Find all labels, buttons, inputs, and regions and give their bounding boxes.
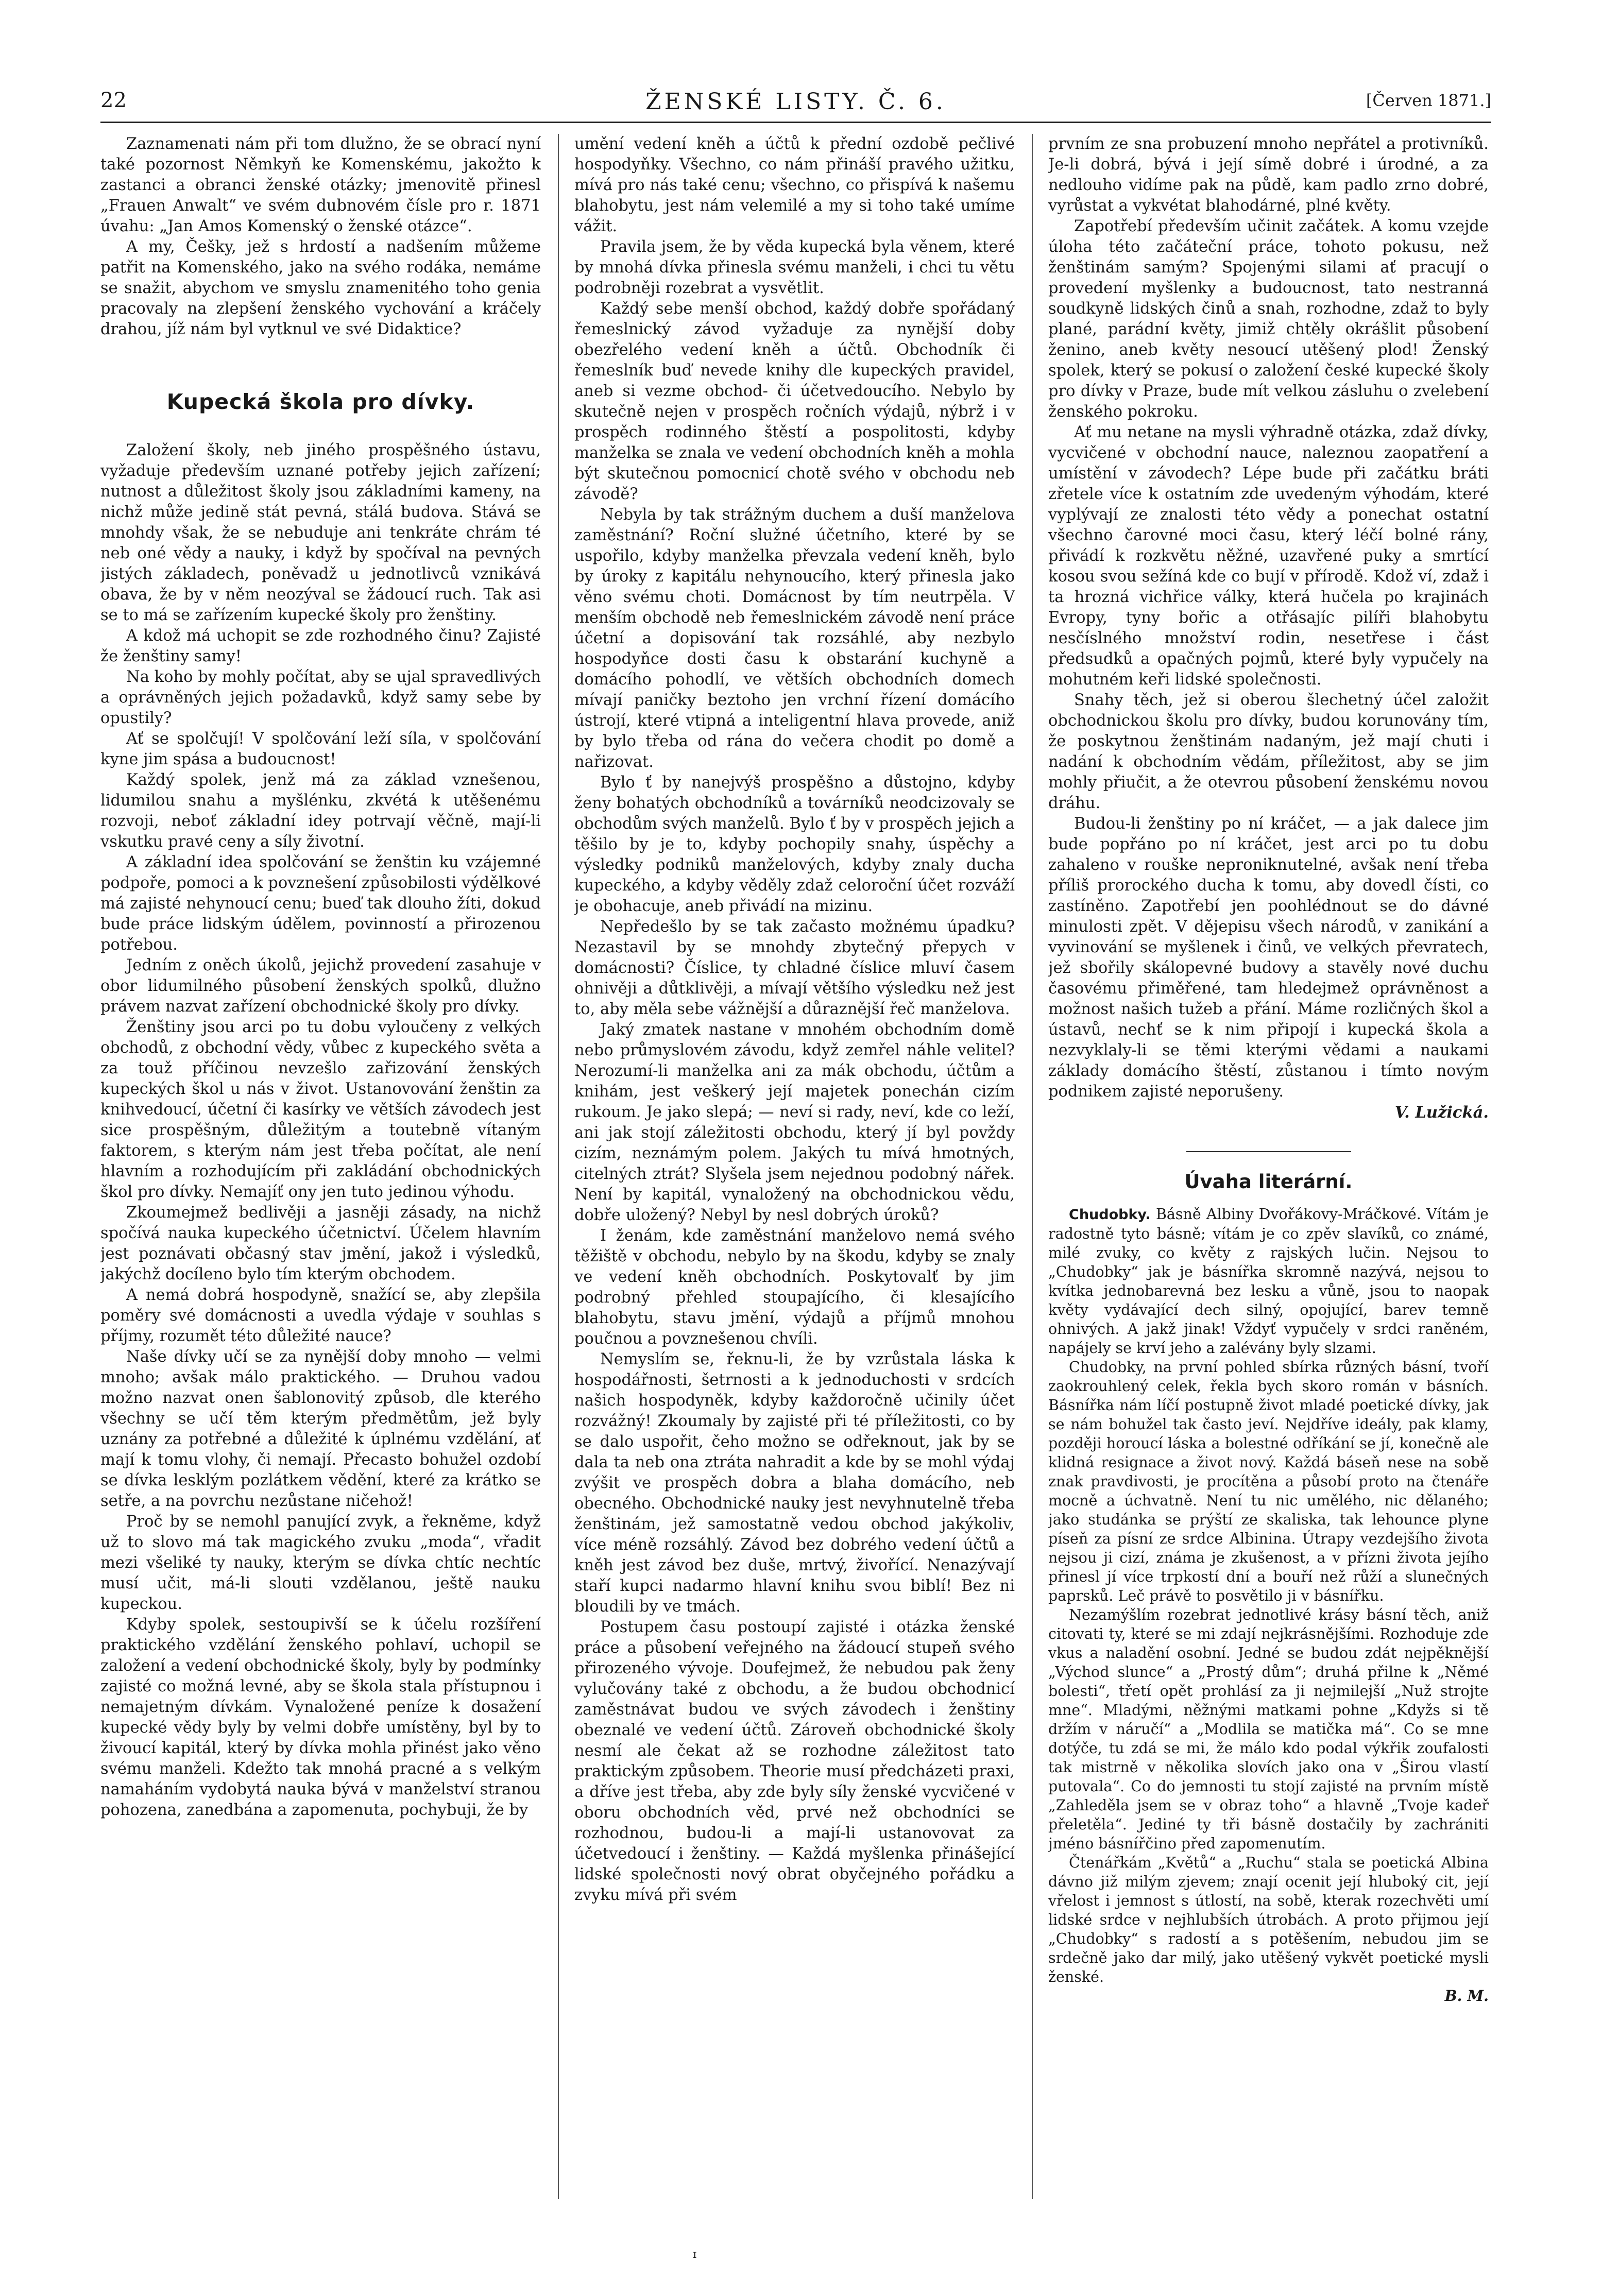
page-number: 22 xyxy=(100,89,127,112)
paragraph: Chudobky, na první pohled sbírka různých básní, tvoří zaokrouhlený celek, řekla bych skoro román v básních. Básnířka nám líčí postupně život mladé poetické dívky, jak se nám bohužel tak často jeví. Nejdříve ideály, pak klamy, později horoucí láska a bolestné odříkání se jí, konečně ale klidná resignace a život nový. Každá báseň nese na sobě znak pravdivosti, je procítěna a působí proto na čtenáře mocně a úchvatně. Není tu nic umělého, nic dělaného; jako studánka se prýští ze skaliska, tak lehounce plyne píseň za písní ze srdce Albinina. Útrapy vezdejšího života nejsou ji cizí, známa je zkušenost, a v přízni života jejího přinesl jí více trpkostí dní a bouří než růží a slunečných paprsků. Leč právě to posvětilo ji v básnířku. xyxy=(1048,1359,1489,1604)
paragraph xyxy=(1048,1205,1489,1358)
newspaper-page xyxy=(100,77,1491,2215)
page-header xyxy=(100,77,1491,118)
article-heading: Kupecká škola pro dívky. xyxy=(166,389,475,414)
review-heading: Úvaha literární. xyxy=(1184,1171,1353,1193)
paragraph: A nemá dobrá hospodyně, snažící se, aby zlepšila poměry své domácnosti a uvedla výdaje v souhlas s příjmy, rozumět této důležité nauce? xyxy=(100,1286,541,1345)
paragraph: Každý spolek, jenž má za základ vznešenou, lidumilou snahu a myšlénku, zkvétá k utěšenému rozvoji, neboť základní idey potrvají věčně, mají-li vskutku pravé ceny a síly životní. xyxy=(100,771,541,851)
column-1 xyxy=(100,134,541,2220)
footer-mark: ɪ xyxy=(693,2248,697,2261)
review-lead: Chudobky. xyxy=(1069,1207,1151,1223)
journal-title: ŽENSKÉ LISTY. Č. 6. xyxy=(645,89,946,115)
paragraph: I ženám, kde zaměstnání manželovo nemá svého těžiště v obchodu, nebylo by na škodu, kdyby se znaly ve vedení kněh obchodních. Poskytovalť by jim podrobný přehled stoupajícího, či klesajícího blahobytu, stavu jmění, výdajů a příjmů mnohou poučnou a povznešenou chvíli. xyxy=(574,1227,1015,1348)
paragraph: prvním ze sna probuzení mnoho nepřátel a protivníků. Je-li dobrá, bývá i její símě dobré i úrodné, a za nedlouho vidíme pak na půdě, kam padlo zrno dobré, vyrůstat a vykvétat blahodárné, plné květy. xyxy=(1048,135,1489,215)
paragraph: Zkoumejmež bedlivěji a jasněji zásady, na nichž spočívá nauka kupeckého účetnictví. Účelem hlavním jest poznávati občasný stav jmění, jakož i výsledků, jakýchž docíleno bylo tím kterým obchodem. xyxy=(100,1204,541,1283)
paragraph: Postupem času postoupí zajisté i otázka ženské práce a působení veřejného na žádoucí stupeň svého přirozeného vývoje. Doufejmež, že nebudou pak ženy vylučovány také z obchodu, a že budou obchodnicí zaměstnávat budou ve svých závodech i ženštiny obeznalé ve vedení účtů. Zároveň obchodnické školy nesmí ale čekat až se rozhodne záležitost tato praktickým způsobem. Theorie musí předcházeti praxi, a dříve jest třeba, aby zde byly síly ženské vycvičené v oboru obchodních věd, prvé než obchodníci se rozhodnou, budou-li a mají-li ustanovovat za účetvedoucí i ženštiny. — Každá myšlenka přinášející lidské společnosti nový obrat obyčejného pořádku a zvyku mívá při svém xyxy=(574,1618,1015,1904)
paragraph: Čtenářkám „Květů“ a „Ruchu“ stala se poetická Albina dávno již milým zjevem; znají ocenit její hluboký cit, její vřelost i jemnost s útlostí, na sobě, kterak rozechvěti umí lidské srdce v nejhlubších útrobách. A proto přijmou její „Chudobky“ s radostí a s potěšením, nebudou jim se srdečně jako dar milý, jako utěšený vykvět poetické mysli ženské. xyxy=(1048,1854,1489,1985)
paragraph: Nebyla by tak strážným duchem a duší manželova zaměstnání? Roční služné účetního, které by se uspořilo, kdyby manželka převzala vedení kněh, bylo by úroky z kapitálu nehynoucího, který přinesla jako věno svému choti. Domácnost by tím neutrpěla. V menším obchodě neb řemeslnickém závodě není práce účetní a dopisování tak rozsáhlé, aby nezbylo hospodyňce dosti času k obstarání kuchyně a domácího pohodlí, ve větších obchodních domech mívají paničky beztoho jen vrchní řízení domácího ústrojí, které vtipná a inteligentní hlava provede, aniž by bylo třeba od rána do večera chodit po domě a nařizovat. xyxy=(574,506,1015,771)
paragraph: Naše dívky učí se za nynější doby mnoho — velmi mnoho; avšak málo praktického. — Druhou vadou možno nazvat onen šablonovitý způsob, dle kterého všechny se učí těm kterým předmětům, jež byly uznány za potřebné a důležité k úplnému vzdělání, ať mají k tomu vlohy, či nemají. Přecasto bohužel ozdobí se dívka lesklým pozlátkem vědění, které za krátko se setře, a na povrchu nezůstane ničehož! xyxy=(100,1348,541,1510)
paragraph: Kdyby spolek, sestoupivší se k účelu rozšíření praktického vzdělání ženského pohlaví, uchopil se založení a vedení obchodnické školy, byly by podmínky zajisté co možná levné, aby se škola stala přístupnou i nemajetným dívkám. Vynaložené peníze k dosažení kupecké vědy byly by velmi dobře umístěny, byl by to živoucí kapitál, který by dívka mohla přinést jako věno svému manželi. Kdežto tak mnohá pracné a s velkým namaháním vydobytá nauka bývá v manželství stranou pohozena, zanedbána a zapomenuta, pochybuji, že by xyxy=(100,1616,541,1819)
paragraph: A my, Češky, jež s hrdostí a nadšením můžeme patřit na Komenského, jako na svého rodáka, nemáme se snažit, abychom ve smyslu znamenitého toho genia pracovaly na zlepšení ženského vychování a kráčely drahou, jíž nám byl vytknul ve své Didaktice? xyxy=(100,238,541,338)
paragraph: A základní idea spolčování se ženštin ku vzájemné podpoře, pomoci a k povznešení způsobilosti výdělkové má zajisté nehynoucí cenu; bueď tak dlouho žíti, dokud bude práce lidským údělem, povinností a přirozenou potřebou. xyxy=(100,853,541,954)
issue-date: [Červen 1871.] xyxy=(1366,91,1491,110)
column-3 xyxy=(1048,134,1489,2220)
paragraph: Jaký zmatek nastane v mnohém obchodním domě nebo průmyslovém závodu, když zemřel náhle velitel? Nerozumí-li manželka ani za mák obchodu, účtům a knihám, jest veškerý její majetek ponechán cizím rukoum. Je jako slepá; — neví si rady, neví, kde co leží, ani jak stojí záležitosti obchodu, který jí byl povždy cizím, neznámým polem. Jakých tu mívá hmotných, citelných ztrát? Slyšela jsem nejednou podobný nářek. Není by kapitál, vynaložený na obchodnickou vědu, dobře uložený? Nebyl by nesl dobrých úroků? xyxy=(574,1021,1015,1224)
paragraph: Každý sebe menší obchod, každý dobře spořádaný řemeslnický závod vyžaduje za nynější doby obezřelého vedení kněh a účtů. Obchodník či řemeslník buď nevede knihy dle kupeckých pravidel, aneb si vezme obchod- či účetvedoucího. Nebylo by skutečně nejen v prospěch ročních výdajů, nýbrž i v prospěch rodinného štěstí a pospolitosti, kdyby manželka se znala ve vedení obchodních kněh a mohla být skutečnou pomocnicí chotě svého v obchodu neb závodě? xyxy=(574,300,1015,503)
paragraph: Proč by se nemohl panující zvyk, a řekněme, když už to slovo má tak magického zvuku „moda“, vřadit mezi všeliké ty nauky, kterým se dívka chtíc nechtíc musí učit, má-li slouti vzdělanou, ještě nauku kupeckou. xyxy=(100,1513,541,1613)
paragraph: Zapotřebí především učinit začátek. A komu vzejde úloha této začáteční práce, tohoto pokusu, než ženštinám samým? Spojenými silami ať pracují o provedení myšlenky a budoucnost, tato nestranná soudkyně lidských činů a snah, rozhodne, zdaž to byly plané, parádní květy, jimiž chtěly okrášlit působení ženino, aneb květy nesoucí utěšený plod! Ženský spolek, který se pokusí o založení české kupecké školy pro dívky v Praze, bude mít velkou zásluhu o zvelebení ženského pokroku. xyxy=(1048,217,1489,421)
paragraph: Ať mu netane na mysli výhradně otázka, zdaž dívky, vycvičené v obchodní nauce, naleznou zaopatření a umístění v závodech? Lépe bude při začátku bráti zřetele více k ostatním zde uvedeným výhodám, které vyplývají ze znalosti této vědy a ponechat ostatní všechno čarovné moci času, který léčí bolné rány, přivádí k rozkvětu něžné, uzavřené puky a smrtící kosou svou sežíná kde co bují v přírodě. Kdož ví, zdaž i ta hrozná vichřice války, která hučela po krajinách Evropy, tyny bořic a otřásajíc pilíři blahobytu nesčíslného množství rodin, nesetřese i část předsudků a opačných pojmů, které byly vypučely na mohutném keři lidské společnosti. xyxy=(1048,423,1489,689)
paragraph: Jedním z oněch úkolů, jejichž provedení zasahuje v obor lidumilného působení ženských spolků, dlužno právem nazvat zařízení obchodnické školy pro dívky. xyxy=(100,956,541,1016)
review-text: Básně Albiny Dvořákovy-Mráčkové. Vítám je radostně tyto básně; vítám je co zpěv slavíků, co známé, milé zvuky, co květy z rajských lučin. Nejsou to „Chudobky“ jak je básnířka skromně nazývá, nejsou to kvítka jednobarevná bez lesku a vůně, jsou to naopak květy vydávající dech silný, opojující, barev temně ohnivých. A jakž jinak! Vždyť vypučely v srdci raněném, napájely se krví jeho a zalévány byly slzami. xyxy=(1048,1206,1489,1357)
paragraph: Budou-li ženštiny po ní kráčet, — a jak dalece jim bude popřáno po ní kráčet, jest arci po tu dobu zahaleno v rouške neproniknutelné, avšak není třeba příliš prorockého ducha k tomu, aby dovedl čísti, co zastíněno. Zapotřebí jen poohlédnout se do dávné minulosti zpět. V dějepisu všech národů, v zanikání a vyvinování se myšlenek i činů, ve velkých převratech, jež sbořily skálopevné budovy a stavěly nové duchu časovému přiměřené, tam hledejmež oprávněnost a možnost našich tužeb a přání. Máme rozličných škol a ústavů, nechť se k nim připojí i kupecká škola a nezvyklaly-li se těmi kterými vědami a naukami základy domácího štěstí, zůstanou i tímto novým podnikem zajisté neporušeny. xyxy=(1048,815,1489,1101)
paragraph: umění vedení kněh a účtů k přední ozdobě pečlivé hospodyňky. Všechno, co nám přináší pravého užitku, mívá pro nás také cenu; všechno, co přispívá k našemu blahobytu, jest nám velemilé a my si toho také umíme vážit. xyxy=(574,135,1015,235)
literary-review xyxy=(1048,1205,1489,2006)
author-signature: V. Lužická. xyxy=(1394,1103,1489,1122)
section-divider xyxy=(1186,1151,1351,1152)
paragraph: Založení školy, neb jiného prospěšného ústavu, vyžaduje především uznané potřeby jejich zařízení; nutnost a důležitost školy jsou základními kameny, na nichž může jedině stát pevná, stálá budova. Stává se mnohdy však, že se nebuduje ani tenkráte chrám té neb oné vědy a nauky, i když by spočíval na pevných jistých základech, poněvadž u jednotlivců vznikává obava, že by v něm neozýval se žádoucí ruch. Tak asi se to má se zařízením kupecké školy pro ženštiny. xyxy=(100,441,541,624)
paragraph: Ženštiny jsou arci po tu dobu vyloučeny z velkých obchodů, z obchodní vědy, vůbec z kupeckého světa a za touž příčinou nevzešlo zařizování ženských kupeckých škol u nás v život. Ustanovování ženštin za knihvedoucí, účetní či kasírky ve větších závodech jest sice prospěšným, důležitým a toutebně vítaným faktorem, s kterým nám jest třeba počítat, ale není hlavním a rozhodujícím při zakládání obchodnických škol pro dívky. Nemajíť ony jen tuto jedinou výhodu. xyxy=(100,1018,541,1201)
reviewer-signature: B. M. xyxy=(1444,1987,1489,2004)
column-divider xyxy=(558,134,559,2199)
paragraph: Nemyslím se, řeknu-li, že by vzrůstala láska k hospodářnosti, šetrnosti a k jednoduchosti v srdcích našich hospodyněk, kdyby každoročně učinily účet rozvážný! Zkoumaly by zajisté při té příležitosti, co by se dalo uspořit, čeho možno se odřeknout, jak by se dala ta neb ona ztráta nahradit a kde by se mohl výdaj zvýšit ve prospěch dobra a blaha domácího, neb obecného. Obchodnické nauky jest nevyhnutelně třeba ženštinám, jež samostatně vedou obchod jakýkoliv, více méně rozsáhlý. Závod bez dobrého vedení účtů a kněh jest závod bez duše, mrtvý, živořící. Nenazývají staří kupci nadarmo hlavní knihu svou biblí! Bez ni bloudili by ve tmách. xyxy=(574,1350,1015,1616)
column-2 xyxy=(574,134,1015,2220)
paragraph: Na koho by mohly počítat, aby se ujal spravedlivých a oprávněných jejich požadavků, když samy sebe by opustily? xyxy=(100,668,541,727)
paragraph: A kdož má uchopit se zde rozhodného činu? Zajisté že ženštiny samy! xyxy=(100,627,541,665)
paragraph: Snahy těch, jež si oberou šlechetný účel založit obchodnickou školu pro dívky, budou korunovány tím, že poskytnou ženštinám nadaným, jež mají chuti i nadání k obchodním vědám, příležitost, aby se jim mohly přiučit, a že otevrou působení ženskému novou dráhu. xyxy=(1048,691,1489,812)
header-rule xyxy=(100,122,1491,123)
column-divider xyxy=(1032,134,1033,2199)
paragraph: Zaznamenati nám při tom dlužno, že se obrací nyní také pozornost Němkyň ke Komenskému, jakožto k zastanci a obranci ženské otázky; jmenovitě přinesl „Frauen Anwalt“ ve svém dubnovém čísle pro r. 1871 úvahu: „Jan Amos Komenský o ženské otázce“. xyxy=(100,135,541,235)
paragraph: Ať se spolčují! V spolčování leží síla, v spolčování kyne jim spása a budoucnost! xyxy=(100,730,541,768)
paragraph: Pravila jsem, že by věda kupecká byla věnem, které by mnohá dívka přinesla svému manželi, i chci tu větu podrobněji rozebrat a vysvětlit. xyxy=(574,238,1015,297)
paragraph: Nepředešlo by se tak začasto možnému úpadku? Nezastavil by se mnohdy zbytečný přepych v domácnosti? Číslice, ty chladné číslice mluví časem ohnivěji a důtklivěji, a mívají většího výsledku než jest to, aby měla sebe vážnější a důraznější řeč manželova. xyxy=(574,918,1015,1018)
paragraph: Nezamýšlím rozebrat jednotlivé krásy básní těch, aniž citovati ty, které se mi zdají nejkrásnějšími. Rozhoduje zde vkus a naladění osobní. Jedné se budou zdát nejpěknější „Východ slunce“ a „Prostý dům“; druhá přilne k „Němé bolesti“, třetí opět prohlásí za ji nejmilejší „Nuž strojte mne“. Mladými, něžnými matkami pohne „Kdyžs si tě držím v náručí“ a „Modlila se matička má“. Co se mne dotýče, tu zdá se mi, že málo kdo podal výkřik zoufalosti tak mistrně v několika slovích jako ona v „Širou vlastí putovala“. Co do jemnosti tu stojí zajisté na prvním místě „Zahleděla jsem se v obraz toho“ a hlavně „Tvoje kadeř přeletěla“. Jediné ty tři básně dostačily by zachrániti jméno básnířčino před zapomenutím. xyxy=(1048,1606,1489,1852)
paragraph: Bylo ť by nanejvýš prospěšno a důstojno, kdyby ženy bohatých obchodníků a továrníků neodcizovaly se obchodům svých manželů. Bylo ť by v prospěch jejich a těšilo by je to, kdyby pochopily snahy, úspěchy a výsledky podniků manželových, kdyby znaly ducha kupeckého, a kdyby věděly zdaž celoroční účet rozváží je obohacuje, aneb přivádí na mizinu. xyxy=(574,774,1015,915)
